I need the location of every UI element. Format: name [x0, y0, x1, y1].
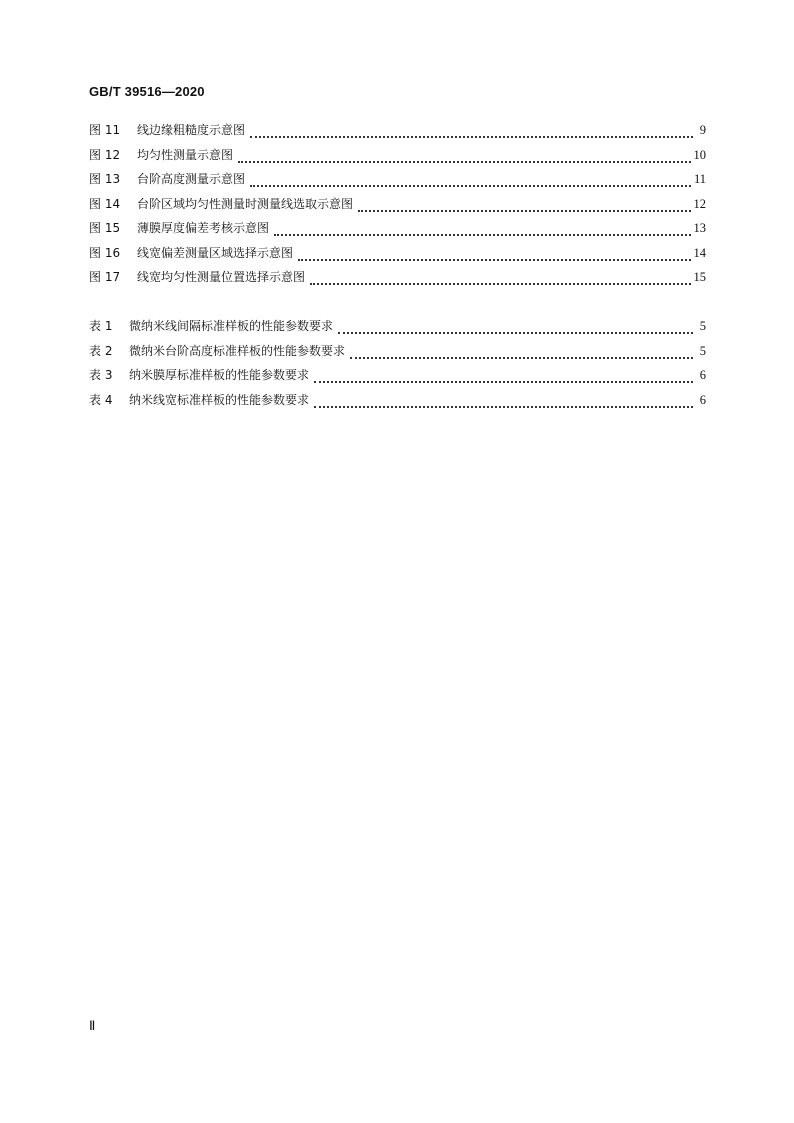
entry-page-number: 13	[693, 221, 706, 235]
entry-title: 纳米膜厚标准样板的性能参数要求	[129, 368, 310, 382]
entry-page-number: 5	[699, 343, 706, 358]
dot-leader	[350, 345, 693, 359]
entry-number: 图 15	[89, 221, 121, 235]
toc-entry-figure-13[interactable]	[89, 167, 706, 192]
toc-entry-figure-12[interactable]	[89, 143, 706, 168]
entry-title: 均匀性测量示意图	[137, 147, 234, 162]
entry-number: 图 13	[89, 172, 121, 186]
entry-number: 表 3	[89, 368, 113, 382]
figure-list	[89, 118, 706, 290]
entry-title: 线边缘粗糙度示意图	[137, 123, 246, 137]
footer-page-number: Ⅱ	[89, 1018, 96, 1033]
dot-leader	[250, 173, 691, 187]
entry-title: 线宽偏差测量区域选择示意图	[137, 245, 294, 260]
entry-number: 表 1	[89, 319, 113, 333]
toc-entry-figure-15[interactable]	[89, 216, 706, 241]
entry-number: 图 16	[89, 245, 121, 260]
dot-leader	[274, 222, 690, 236]
entry-title: 薄膜厚度偏差考核示意图	[137, 221, 270, 235]
entry-number: 图 14	[89, 196, 121, 211]
entry-number: 图 17	[89, 270, 121, 284]
toc-entry-table-2[interactable]	[89, 339, 706, 364]
dot-leader	[338, 320, 693, 334]
entry-title: 线宽均匀性测量位置选择示意图	[137, 270, 306, 284]
entry-title: 微纳米线间隔标准样板的性能参数要求	[129, 319, 334, 333]
toc-entry-figure-16[interactable]	[89, 241, 706, 266]
entry-title: 纳米线宽标准样板的性能参数要求	[129, 392, 310, 407]
entry-page-number: 12	[693, 196, 706, 211]
entry-page-number: 9	[699, 123, 706, 137]
entry-page-number: 6	[699, 392, 706, 407]
dot-leader	[314, 369, 693, 383]
toc-entry-table-1[interactable]	[89, 314, 706, 339]
entry-number: 图 12	[89, 147, 121, 162]
entry-title: 微纳米台阶高度标准样板的性能参数要求	[129, 343, 346, 358]
standard-code-header: GB/T 39516—2020	[89, 84, 205, 99]
table-list	[89, 314, 706, 412]
dot-leader	[250, 124, 693, 138]
entry-page-number: 10	[693, 147, 706, 162]
dot-leader	[314, 394, 693, 408]
entry-title: 台阶区域均匀性测量时测量线选取示意图	[137, 196, 354, 211]
toc-entry-table-4[interactable]	[89, 388, 706, 413]
toc-entry-figure-17[interactable]	[89, 265, 706, 290]
entry-page-number: 5	[699, 319, 706, 333]
entry-number: 表 4	[89, 392, 113, 407]
toc-entry-table-3[interactable]	[89, 363, 706, 388]
dot-leader	[298, 247, 690, 261]
dot-leader	[358, 198, 690, 212]
dot-leader	[238, 149, 690, 163]
entry-number: 表 2	[89, 343, 113, 358]
entry-page-number: 15	[693, 270, 706, 284]
toc-entry-figure-11[interactable]	[89, 118, 706, 143]
dot-leader	[310, 271, 690, 285]
entry-page-number: 11	[693, 172, 706, 186]
toc-entry-figure-14[interactable]	[89, 192, 706, 217]
entry-title: 台阶高度测量示意图	[137, 172, 246, 186]
entry-page-number: 14	[693, 245, 706, 260]
entry-number: 图 11	[89, 123, 121, 137]
entry-page-number: 6	[699, 368, 706, 382]
